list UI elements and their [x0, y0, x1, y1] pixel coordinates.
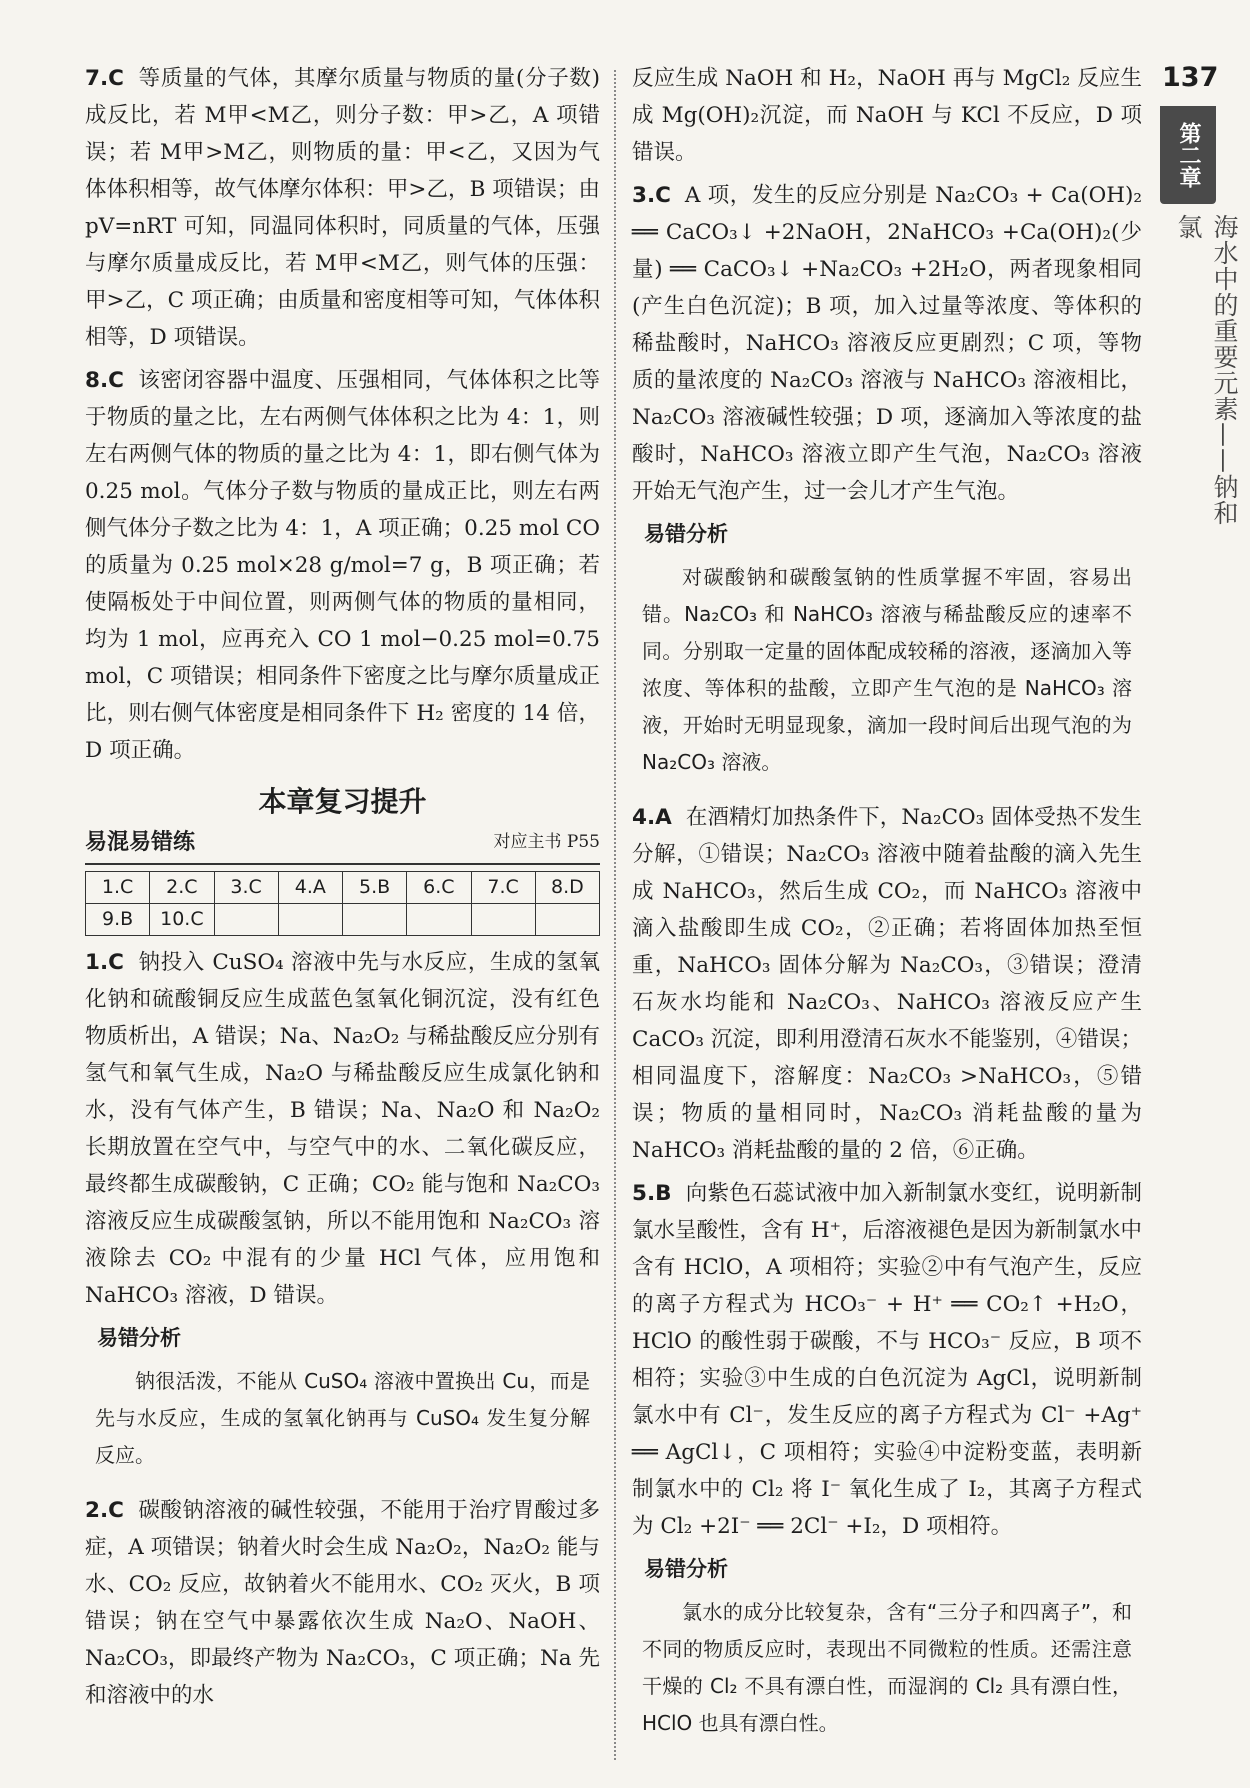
- tip-box-5: [632, 1551, 1142, 1742]
- item-number: 8.: [85, 368, 109, 393]
- item-number: 4.: [632, 805, 656, 830]
- item-answer: B: [655, 1181, 672, 1206]
- item-answer: C: [108, 66, 124, 91]
- item-text: 该密闭容器中温度、压强相同，气体体积之比等于物质的量之比，左右两侧气体体积之比为 4：1，则左右两侧气体的物质的量之比为 4：1，即右侧气体为 0.25 mol。气体分子数与物质的量成正比，则左右两侧气体分子数之比为 4：1，A 项正确；0.25 mol CO 的质量为 0.25 mol×28 g/mol=7 g，B 项正确；若使隔板处于中间位置，则两侧气体的物质的量相同，均为 1 mol，应再充入 CO 1 mol−0.25 mol=0.75 mol，C 项错误；相同条件下密度之比与摩尔质量成正比，则右侧气体密度是相同条件下 H₂ 密度的 14 倍，D 项正确。: [85, 368, 600, 763]
- section-title: 本章复习提升: [258, 785, 427, 818]
- answer-item-3: [632, 177, 1142, 510]
- table-cell: 3.C: [214, 872, 278, 904]
- table-cell: 1.C: [86, 872, 150, 904]
- table-cell: 9.B: [86, 904, 150, 936]
- left-column: [85, 60, 600, 1720]
- table-cell: 8.D: [535, 872, 599, 904]
- table-cell: [407, 904, 471, 936]
- tip-title: 易错分析: [644, 522, 728, 546]
- chapter-tab: 第二章: [1160, 106, 1216, 204]
- tip-title: 易错分析: [644, 1557, 728, 1581]
- table-cell: 6.C: [407, 872, 471, 904]
- item-answer: C: [655, 183, 671, 208]
- tip-box-3: [632, 516, 1142, 781]
- answer-item-2: [85, 1492, 600, 1714]
- answer-item-4: [632, 799, 1142, 1169]
- table-cell: 5.B: [343, 872, 407, 904]
- answer-item-7: [85, 60, 600, 356]
- answer-item-5: [632, 1175, 1142, 1545]
- item-text: A 项，发生的反应分别是 Na₂CO₃ + Ca(OH)₂ ══ CaCO₃↓ +2NaOH，2NaHCO₃ +Ca(OH)₂(少量) ══ CaCO₃↓ +Na₂CO₃ +2H₂O，两者现象相同(产生白色沉淀)；B 项，加入过量等浓度、等体积的稀盐酸时，NaHCO₃ 溶液反应更剧烈；C 项，等物质的量浓度的 Na₂CO₃ 溶液与 NaHCO₃ 溶液相比，Na₂CO₃ 溶液碱性较强；D 项，逐滴加入等浓度的盐酸时，NaHCO₃ 溶液立即产生气泡，Na₂CO₃ 溶液开始无气泡产生，过一会儿才产生气泡。: [632, 183, 1142, 504]
- table-cell: [343, 904, 407, 936]
- tip-text: 对碳酸钠和碳酸氢钠的性质掌握不牢固，容易出错。Na₂CO₃ 和 NaHCO₃ 溶液与稀盐酸反应的速率不同。分别取一定量的固体配成较稀的溶液，逐滴加入等浓度、等体积的盐酸，立即产生气泡的是 NaHCO₃ 溶液，开始时无明显现象，滴加一段时间后出现气泡的为 Na₂CO₃ 溶液。: [642, 565, 1132, 774]
- column-divider: [614, 70, 616, 1760]
- table-row: [86, 904, 600, 936]
- tip-box-1: [85, 1320, 600, 1474]
- item-number: 3.: [632, 183, 656, 208]
- sub-reference: 对应主书 P55: [493, 832, 600, 852]
- item-answer: C: [108, 368, 124, 393]
- tip-text: 氯水的成分比较复杂，含有“三分子和四离子”，和不同的物质反应时，表现出不同微粒的性质。还需注意干燥的 Cl₂ 不具有漂白性，而湿润的 Cl₂ 具有漂白性，HClO 也具有漂白性。: [642, 1600, 1132, 1735]
- answer-table: [85, 871, 600, 936]
- table-cell: [535, 904, 599, 936]
- item-number: 1.: [85, 950, 109, 975]
- table-cell: 4.A: [278, 872, 342, 904]
- answer-item-1: [85, 944, 600, 1314]
- item-answer: A: [655, 805, 672, 830]
- table-cell: [278, 904, 342, 936]
- item-number: 2.: [85, 1498, 109, 1523]
- table-cell: 7.C: [471, 872, 535, 904]
- continuation-text: 反应生成 NaOH 和 H₂，NaOH 再与 MgCl₂ 反应生成 Mg(OH)₂沉淀，而 NaOH 与 KCl 不反应，D 项错误。: [632, 66, 1142, 165]
- table-row: [86, 872, 600, 904]
- tip-title: 易错分析: [97, 1326, 181, 1350]
- table-cell: [471, 904, 535, 936]
- sub-header: [85, 824, 600, 865]
- sub-title: 易混易错练: [85, 830, 196, 855]
- item-text: 碳酸钠溶液的碱性较强，不能用于治疗胃酸过多症，A 项错误；钠着火时会生成 Na₂O₂，Na₂O₂ 能与水、CO₂ 反应，故钠着火不能用水、CO₂ 灭火，B 项错误；钠在空气中暴露依次生成 Na₂O、NaOH、Na₂CO₃，即最终产物为 Na₂CO₃，C 项正确；Na 先和溶液中的水: [85, 1498, 600, 1708]
- table-cell: 2.C: [150, 872, 214, 904]
- answer-item-8: [85, 362, 600, 769]
- item-text: 钠投入 CuSO₄ 溶液中先与水反应，生成的氢氧化钠和硫酸铜反应生成蓝色氢氧化铜沉淀，没有红色物质析出，A 错误；Na、Na₂O₂ 与稀盐酸反应分别有氢气和氧气生成，Na₂O 与稀盐酸反应生成氯化钠和水，没有气体产生，B 错误；Na、Na₂O 和 Na₂O₂ 长期放置在空气中，与空气中的水、二氧化碳反应，最终都生成碳酸钠，C 正确；CO₂ 能与饱和 Na₂CO₃ 溶液反应生成碳酸氢钠，所以不能用饱和 Na₂CO₃ 溶液除去 CO₂ 中混有的少量 HCl 气体，应用饱和NaHCO₃ 溶液，D 错误。: [85, 950, 600, 1308]
- item-text: 在酒精灯加热条件下，Na₂CO₃ 固体受热不发生分解，①错误；Na₂CO₃ 溶液中随着盐酸的滴入先生成 NaHCO₃，然后生成 CO₂，而 NaHCO₃ 溶液中滴入盐酸即生成 CO₂，②正确；若将固体加热至恒重，NaHCO₃ 固体分解为 Na₂CO₃，③错误；澄清石灰水均能和 Na₂CO₃、NaHCO₃ 溶液反应产生 CaCO₃ 沉淀，即利用澄清石灰水不能鉴别，④错误；相同温度下，溶解度：Na₂CO₃ >NaHCO₃，⑤错误；物质的量相同时，Na₂CO₃ 消耗盐酸的量为 NaHCO₃ 消耗盐酸的量的 2 倍，⑥正确。: [632, 805, 1142, 1163]
- table-cell: [214, 904, 278, 936]
- item-number: 5.: [632, 1181, 656, 1206]
- item-answer: C: [108, 950, 124, 975]
- tip-text: 钠很活泼，不能从 CuSO₄ 溶液中置换出 Cu，而是先与水反应，生成的氢氧化钠再与 CuSO₄ 发生复分解反应。: [95, 1369, 590, 1467]
- item-text: 向紫色石蕊试液中加入新制氯水变红，说明新制氯水呈酸性，含有 H⁺，后溶液褪色是因为新制氯水中含有 HClO，A 项相符；实验②中有气泡产生，反应的离子方程式为 HCO₃⁻ + H⁺ ══ CO₂↑ +H₂O，HClO 的酸性弱于碳酸，不与 HCO₃⁻ 反应，B 项不相符；实验③中生成的白色沉淀为 AgCl，说明新制氯水中有 Cl⁻，发生反应的离子方程式为 Cl⁻ +Ag⁺ ══ AgCl↓，C 项相符；实验④中淀粉变蓝，表明新制氯水中的 Cl₂ 将 I⁻ 氧化生成了 I₂，其离子方程式为 Cl₂ +2I⁻ ══ 2Cl⁻ +I₂，D 项相符。: [632, 1181, 1142, 1539]
- side-title: 海水中的重要元素——钠和氯: [1174, 214, 1239, 526]
- item-answer: C: [108, 1498, 124, 1523]
- right-column: [632, 60, 1142, 1760]
- item-text: 等质量的气体，其摩尔质量与物质的量(分子数)成反比，若 M甲<M乙，则分子数：甲>乙，A 项错误；若 M甲>M乙，则物质的量：甲<乙，又因为气体体积相等，故气体摩尔体积：甲>乙，B 项错误；由 pV=nRT 可知，同温同体积时，同质量的气体，压强与摩尔质量成反比，若 M甲<M乙，则气体的压强：甲>乙，C 项正确；由质量和密度相等可知，气体体积相等，D 项错误。: [85, 66, 600, 350]
- page-number: 137: [1162, 62, 1219, 93]
- item-number: 7.: [85, 66, 109, 91]
- table-cell: 10.C: [150, 904, 214, 936]
